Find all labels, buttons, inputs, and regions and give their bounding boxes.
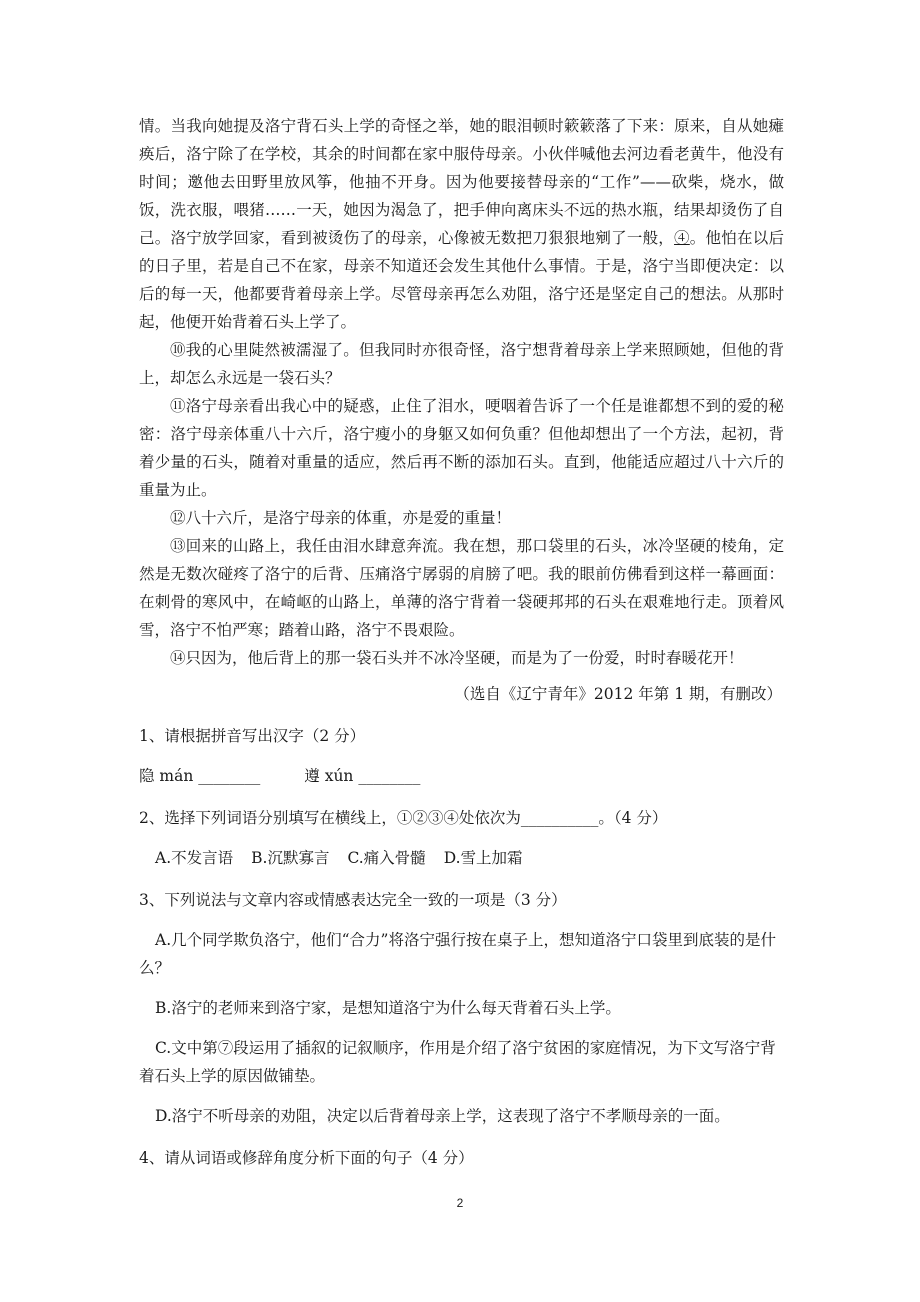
option-a: A.不发言语 bbox=[155, 849, 234, 867]
option-d: D.雪上加霜 bbox=[443, 849, 523, 867]
paragraph-9 bbox=[139, 112, 784, 336]
option-b: B.沉默寡言 bbox=[251, 849, 330, 867]
option-c: C.痛入骨髓 bbox=[347, 849, 426, 867]
paragraph-9-text: 情。当我向她提及洛宁背石头上学的奇怪之举，她的眼泪顿时簌簌落了下来：原来，自从她瘫痪后，洛宁除了在学校，其余的时间都在家中服侍母亲。小伙伴喊他去河边看老黄牛，他没有时间；邀他去田野里放风筝，他抽不开身。因为他要接替母亲的“工作”——砍柴，烧水，做饭，洗衣服，喂猪……一天，她因为渴急了，把手伸向离床头不远的热水瓶，结果却烫伤了自己。洛宁放学回家，看到被烫伤了的母亲，心像被无数把刀狠狠地剜了一般， bbox=[139, 117, 784, 247]
paragraph-11: ⑪洛宁母亲看出我心中的疑惑，止住了泪水，哽咽着告诉了一个任是谁都想不到的爱的秘密：洛宁母亲体重八十六斤，洛宁瘦小的身躯又如何负重？但他却想出了一个方法，起初，背着少量的石头，随着对重量的适应，然后再不断的添加石头。直到，他能适应超过八十六斤的重量为止。 bbox=[139, 397, 784, 499]
choice-c: C.文中第⑦段运用了插叙的记叙顺序，作用是介绍了洛宁贫困的家庭情况，为下文写洛宁背着石头上学的原因做铺垫。 bbox=[139, 1039, 776, 1085]
choice-b: B.洛宁的老师来到洛宁家，是想知道洛宁为什么每天背着石头上学。 bbox=[155, 999, 621, 1017]
question-4: 4、请从词语或修辞角度分析下面的句子（4 分） bbox=[139, 1149, 474, 1167]
pinyin-item-xun: 遵 xún ________ bbox=[304, 767, 421, 785]
page-number: 2 bbox=[456, 1196, 464, 1210]
paragraph-9-tail: 。他怕在以后的日子里，若是自己不在家，母亲不知道还会发生其他什么事情。于是，洛宁当即便决定：以后的每一天，他都要背着母亲上学。尽管母亲再怎么劝阻，洛宁还是坚定自己的想法。从那时起，他便开始背着石头上学了。 bbox=[139, 229, 784, 331]
paragraph-10: ⑩我的心里陡然被濡湿了。但我同时亦很奇怪，洛宁想背着母亲上学来照顾她，但他的背上，却怎么永远是一袋石头？ bbox=[139, 341, 784, 387]
source-citation: （选自《辽宁青年》2012 年第 1 期，有删改） bbox=[454, 685, 782, 703]
blank-4: ④ bbox=[674, 229, 690, 247]
choice-a: A.几个同学欺负洛宁，他们“合力”将洛宁强行按在桌子上，想知道洛宁口袋里到底装的是什么？ bbox=[139, 931, 776, 977]
choice-d: D.洛宁不听母亲的劝阻，决定以后背着母亲上学，这表现了洛宁不孝顺母亲的一面。 bbox=[155, 1107, 730, 1125]
pinyin-item-man: 隐 mán ________ bbox=[139, 767, 261, 785]
document-body bbox=[139, 112, 784, 1172]
question-2: 2、选择下列词语分别填写在横线上，①②③④处依次为__________。（4 分） bbox=[139, 809, 668, 827]
paragraph-12: ⑫八十六斤，是洛宁母亲的体重，亦是爱的重量！ bbox=[170, 509, 512, 527]
question-2-options bbox=[139, 844, 784, 872]
question-3: 3、下列说法与文章内容或情感表达完全一致的一项是（3 分） bbox=[139, 891, 567, 909]
paragraph-14: ⑭只因为，他后背上的那一袋石头并不冰冷坚硬，而是为了一份爱，时时春暖花开！ bbox=[170, 649, 744, 667]
pinyin-row bbox=[139, 762, 784, 790]
paragraph-13: ⑬回来的山路上，我任由泪水肆意奔流。我在想，那口袋里的石头，冰冷坚硬的棱角，定然是无数次碰疼了洛宁的后背、压痛洛宁孱弱的肩膀了吧。我的眼前仿佛看到这样一幕画面：在刺骨的寒风中，在崎岖的山路上，单薄的洛宁背着一袋硬邦邦的石头在艰难地行走。顶着风雪，洛宁不怕严寒；踏着山路，洛宁不畏艰险。 bbox=[139, 537, 784, 639]
question-1: 1、请根据拼音写出汉字（2 分） bbox=[139, 727, 366, 745]
